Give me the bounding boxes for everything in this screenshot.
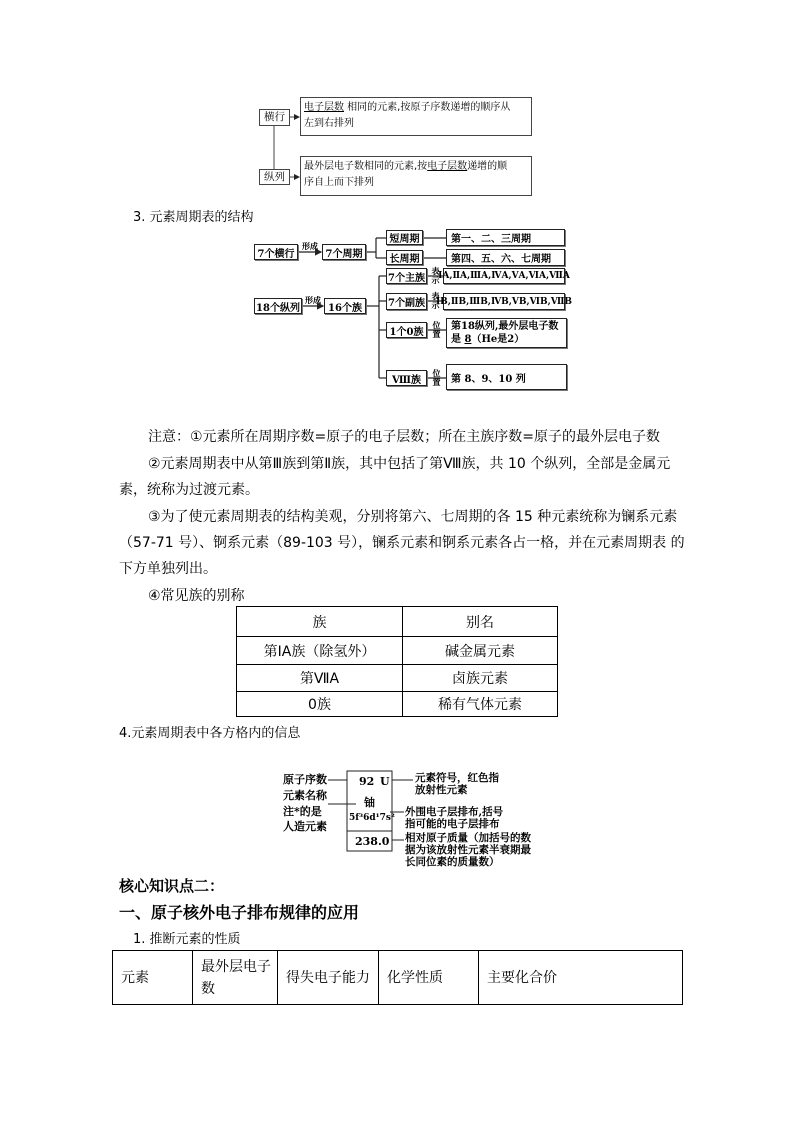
group-alias-table xyxy=(236,606,558,717)
group8-label: Ⅷ族 xyxy=(392,374,421,386)
group8-desc: 第 8、9、10 列 xyxy=(451,373,526,385)
label-atomic-number: 原子序数 xyxy=(283,773,327,786)
element-symbol: U xyxy=(380,775,390,788)
note-line-6: 下方单独列出。 xyxy=(119,561,217,577)
long-period-box xyxy=(386,250,423,265)
column-description-before: 最外层电子数相同的元素,按 xyxy=(304,161,428,172)
header-cell-outer-electrons xyxy=(193,951,278,1005)
label-artificial-note: 注*的是 xyxy=(283,805,322,818)
column-label-box xyxy=(259,169,290,185)
zero-group-desc-line2 xyxy=(451,333,524,346)
zero-group-desc-box xyxy=(446,318,567,348)
table-header-row xyxy=(113,951,683,1005)
row-description-line2: 左到右排列 xyxy=(304,118,354,129)
group8-connector: 位置 xyxy=(432,368,441,387)
zero-group-desc-line1: 第18纵列,最外层电子数 xyxy=(451,321,559,332)
note-line-4: ③为了使元素周期表的结构美观，分别将第六、七周期的各 15 种元素统称为镧系元素 xyxy=(148,509,678,525)
note-mass-line1: 相对原子质量（加括号的数 xyxy=(405,832,531,844)
column-label: 纵列 xyxy=(264,170,285,183)
row-label: 横行 xyxy=(264,111,285,123)
group8-desc-box xyxy=(446,364,567,390)
note-line-5: （57-71 号）、锕系元素（89-103 号），镧系元素和锕系元素各占一格，并在元素周期表 的 xyxy=(119,535,685,551)
element-name: 铀 xyxy=(364,796,375,809)
table-row xyxy=(237,665,558,692)
rows-box xyxy=(254,244,298,260)
group8-box xyxy=(386,370,427,386)
element-electron-config: 5f³6d¹7s² xyxy=(349,813,395,823)
sub-groups-connector: 表示 xyxy=(431,291,440,310)
main-groups-connector: 表示 xyxy=(431,266,440,285)
header-cell-gain-loss: 得失电子能力 xyxy=(278,951,379,1005)
zero-group-connector: 位置 xyxy=(432,320,441,339)
main-groups-box xyxy=(386,268,427,284)
row-description-text: 相同的元素,按原子序数递增的顺序从 xyxy=(344,102,511,113)
row-description-line1 xyxy=(304,100,528,116)
long-period-desc-box xyxy=(446,249,565,266)
columns-arrow-label: 形成 xyxy=(305,295,321,305)
note-symbol-line1: 元素符号，红色指 xyxy=(415,772,499,784)
element-atomic-mass: 238.0 xyxy=(355,835,390,848)
row-description-box xyxy=(300,97,532,136)
columns-box-label: 18个纵列 xyxy=(256,302,300,314)
element-atomic-number: 92 xyxy=(359,775,375,788)
sub-groups-box xyxy=(386,293,427,310)
main-groups-desc-box xyxy=(438,268,570,284)
zero-group-electron-count: 8 xyxy=(464,334,472,345)
label-element-name: 元素名称 xyxy=(283,789,327,802)
short-period-box xyxy=(386,230,423,245)
header-cell-alias: 别名 xyxy=(403,607,558,637)
table-header-row xyxy=(237,607,558,637)
zero-group-box xyxy=(386,322,427,338)
long-period-label: 长周期 xyxy=(389,254,420,265)
sub-groups-desc: ⅠB,ⅡB,ⅢB,ⅣB,ⅤB,ⅥB,ⅦB xyxy=(435,296,573,307)
periods-box xyxy=(322,244,366,260)
note-line-1: 注意：①元素所在周期序数=原子的电子层数；所在主族序数=原子的最外层电子数 xyxy=(148,429,661,445)
section3-heading: 3. 元素周期表的结构 xyxy=(133,210,254,225)
section-title: 一、原子核外电子排布规律的应用 xyxy=(119,903,360,922)
note-symbol-line2: 放射性元素 xyxy=(415,784,468,796)
sub-groups-label: 7个副族 xyxy=(388,298,425,309)
column-description-box xyxy=(300,156,532,196)
row-label-box xyxy=(259,109,290,126)
zero-group-desc-suffix: （He是2） xyxy=(471,334,525,345)
table-cell: 0族 xyxy=(237,692,403,717)
note-mass-line2: 据为该放射性元素半衰期最 xyxy=(405,844,531,856)
note-line-7: ④常见族的别称 xyxy=(148,588,245,604)
table-cell: 稀有气体元素 xyxy=(403,692,558,717)
element-property-table xyxy=(112,950,683,1005)
table-row xyxy=(237,692,558,717)
note-mass-line3: 长同位素的质量数） xyxy=(405,856,500,868)
table-cell: 第ⅦA xyxy=(237,665,403,692)
column-description-line2: 序自上而下排列 xyxy=(304,177,374,188)
note-config-line2: 指可能的电子层排布 xyxy=(405,818,500,830)
column-description-keyword: 电子层数 xyxy=(427,161,468,172)
groups-box-label: 16个族 xyxy=(328,302,362,314)
long-period-desc: 第四、五、六、七周期 xyxy=(451,254,551,265)
zero-group-desc-prefix: 是 xyxy=(451,334,465,345)
groups-box xyxy=(324,298,366,314)
main-groups-desc: ⅠA,ⅡA,ⅢA,ⅣA,ⅤA,ⅥA,ⅦA xyxy=(438,271,570,281)
table-row xyxy=(237,637,558,665)
note-config-line1: 外围电子层排布,括号 xyxy=(405,806,504,818)
zero-group-label: 1个0族 xyxy=(389,326,424,338)
subsection-title: 1. 推断元素的性质 xyxy=(133,932,241,947)
short-period-desc: 第一、二、三周期 xyxy=(451,234,531,245)
table-cell: 碱金属元素 xyxy=(403,637,558,665)
note-line-2: ②元素周期表中从第Ⅲ族到第Ⅱ族，其中包括了第Ⅷ族，共 10 个纵列，全部是金属元 xyxy=(148,456,671,472)
short-period-label: 短周期 xyxy=(389,234,420,245)
sub-groups-desc-box xyxy=(435,293,573,310)
core-point-title: 核心知识点二： xyxy=(119,877,225,895)
table-cell: 第ⅠA族（除氢外） xyxy=(237,637,403,665)
row-description-keyword: 电子层数 xyxy=(304,102,344,113)
columns-box xyxy=(254,298,302,314)
note-line-3: 素，统称为过渡元素。 xyxy=(119,482,259,498)
main-groups-label: 7个主族 xyxy=(388,272,425,284)
table-cell: 卤族元素 xyxy=(403,665,558,692)
column-description-line1 xyxy=(304,159,528,175)
label-artificial-element: 人造元素 xyxy=(283,820,327,833)
header-cell-outer-electrons-text: 最外层电子数 xyxy=(201,958,271,997)
section4-heading: 4.元素周期表中各方格内的信息 xyxy=(119,726,301,741)
rows-arrow-label: 形成 xyxy=(302,241,318,251)
header-cell-group: 族 xyxy=(237,607,403,637)
header-cell-chemical-property: 化学性质 xyxy=(379,951,479,1005)
column-description-after: 递增的顺 xyxy=(467,161,508,172)
periods-box-label: 7个周期 xyxy=(325,248,363,260)
diagram1-lines xyxy=(274,117,299,177)
header-cell-element: 元素 xyxy=(113,951,193,1005)
header-cell-valence: 主要化合价 xyxy=(479,951,683,1005)
short-period-desc-box xyxy=(446,229,565,246)
rows-box-label: 7个横行 xyxy=(257,248,295,260)
